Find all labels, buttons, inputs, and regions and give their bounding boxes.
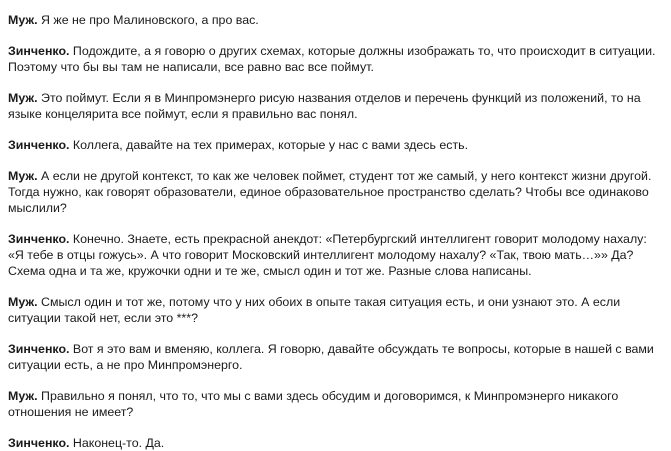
speaker-name: Зинченко. <box>8 138 70 152</box>
speaker-name: Муж. <box>8 13 38 27</box>
speaker-name: Муж. <box>8 169 38 183</box>
dialogue-paragraph <box>8 43 671 75</box>
utterance-text: Это поймут. Если я в Минпромэнерго рисую названия отделов и перечень функций из положений, то на языке концелярита все поймут, если я правильно вас понял. <box>8 91 641 121</box>
utterance-text: Наконец-то. Да. <box>69 436 165 450</box>
utterance-text: А если не другой контекст, то как же человек поймет, студент тот же самый, у него контекст жизни другой. Тогда нужно, как говорят образователи, единое образовательное пространство сделать? Чтобы все одинаково мыслили? <box>8 169 652 215</box>
dialogue-paragraph <box>8 294 671 326</box>
utterance-text: Конечно. Знаете, есть прекрасной анекдот: «Петербургский интеллигент говорит молодому нахалу: «Я тебе в отцы гожусь». А что говорит Московский интеллигент молодому нахалу? «Так, твою мать…»» Да? Схема одна и та же, кружочки одни и те же, смысл один и тот же. Разные слова написаны. <box>8 232 647 278</box>
dialogue-paragraph <box>8 231 671 279</box>
speaker-name: Зинченко. <box>8 44 70 58</box>
dialogue-paragraph <box>8 12 671 28</box>
dialogue-paragraph <box>8 137 671 153</box>
utterance-text: Вот я это вам и вменяю, коллега. Я говорю, давайте обсуждать те вопросы, которые в нашей с вами ситуации есть, а не про Минпромэнерго. <box>8 342 654 372</box>
speaker-name: Муж. <box>8 91 38 105</box>
dialogue-paragraph <box>8 435 671 451</box>
utterance-text: Коллега, давайте на тех примерах, которые у нас с вами здесь есть. <box>69 138 469 152</box>
speaker-name: Зинченко. <box>8 342 70 356</box>
utterance-text: Я же не про Малиновского, а про вас. <box>37 13 259 27</box>
dialogue-paragraph <box>8 168 671 216</box>
utterance-text: Правильно я понял, что то, что мы с вами здесь обсудим и договоримся, к Минпромэнерго никакого отношения не имеет? <box>8 389 619 419</box>
utterance-text: Смысл один и тот же, потому что у них обоих в опыте такая ситуация есть, и они узнают это. А если ситуации такой нет, если это ***? <box>8 295 621 325</box>
dialogue-paragraph <box>8 90 671 122</box>
utterance-text: Подождите, а я говорю о других схемах, которые должны изображать то, что происходит в ситуации. Поэтому что бы вы там не написали, все равно вас все поймут. <box>8 44 656 74</box>
speaker-name: Зинченко. <box>8 232 70 246</box>
speaker-name: Муж. <box>8 295 38 309</box>
dialogue-paragraph <box>8 388 671 420</box>
speaker-name: Муж. <box>8 389 38 403</box>
dialogue-paragraph <box>8 341 671 373</box>
speaker-name: Зинченко. <box>8 436 70 450</box>
